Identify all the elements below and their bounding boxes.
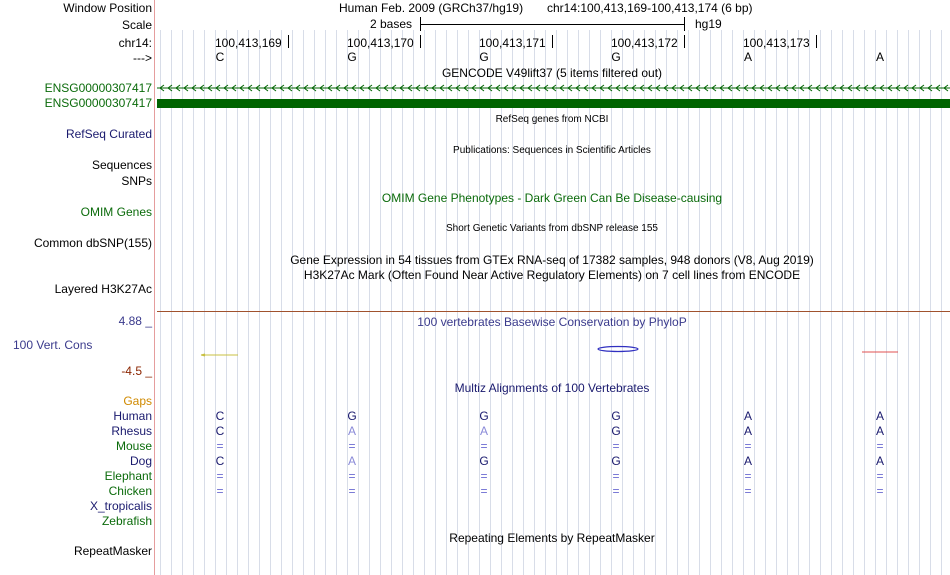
base-3: G [479, 50, 489, 64]
grid-line [908, 30, 909, 575]
label-gene-2[interactable]: ENSG00000307417 [44, 96, 152, 110]
alignment-base: A [875, 409, 885, 423]
scale-bar-right [684, 17, 685, 31]
grid-line [270, 30, 271, 575]
grid-line [941, 30, 942, 575]
grid-line [556, 30, 557, 575]
label-window-position: Window Position [63, 1, 152, 15]
species-label[interactable]: Human [113, 409, 152, 423]
alignment-base: A [347, 454, 357, 468]
grid-line [589, 30, 590, 575]
alignment-base: G [611, 424, 621, 438]
ruler-tick-3 [552, 35, 553, 48]
ruler-label-1: 100,413,169 [215, 36, 282, 50]
alignment-base: = [348, 484, 356, 498]
grid-line [809, 30, 810, 575]
publications-title: Publications: Sequences in Scientific Articles [453, 145, 651, 156]
alignment-base: = [612, 439, 620, 453]
ruler-label-4: 100,413,172 [611, 36, 678, 50]
ruler-label-3: 100,413,171 [479, 36, 546, 50]
alignment-base: = [876, 484, 884, 498]
alignment-base: = [480, 439, 488, 453]
grid-line [325, 30, 326, 575]
alignment-base: = [216, 439, 224, 453]
grid-line [424, 30, 425, 575]
alignment-base: = [876, 469, 884, 483]
species-label[interactable]: Zebrafish [101, 514, 152, 528]
base-6: A [875, 50, 885, 64]
alignment-base: A [743, 454, 753, 468]
gencode-title: GENCODE V49lift37 (5 items filtered out) [441, 66, 663, 80]
grid-line [248, 30, 249, 575]
grid-line [853, 30, 854, 575]
label-common-dbsnp[interactable]: Common dbSNP(155) [33, 236, 152, 250]
alignment-base: A [347, 424, 357, 438]
grid-line [369, 30, 370, 575]
grid-line [567, 30, 568, 575]
alignment-base: = [480, 484, 488, 498]
alignment-base: = [744, 469, 752, 483]
grid-line [380, 30, 381, 575]
alignment-base: = [876, 439, 884, 453]
alignment-base: G [611, 409, 621, 423]
grid-line [446, 30, 447, 575]
scale-text: 2 bases [370, 17, 413, 31]
grid-line [468, 30, 469, 575]
gene-intron-strand[interactable] [157, 83, 950, 93]
grid-line [259, 30, 260, 575]
grid-line [534, 30, 535, 575]
grid-line [655, 30, 656, 575]
grid-line [622, 30, 623, 575]
label-h3k27ac[interactable]: Layered H3K27Ac [54, 282, 152, 296]
alignment-base: C [215, 409, 225, 423]
ruler-tick-5 [816, 35, 817, 48]
grid-line [303, 30, 304, 575]
grid-line [226, 30, 227, 575]
h3k27ac-signal-line [157, 311, 950, 312]
label-gene-1[interactable]: ENSG00000307417 [44, 81, 152, 95]
grid-line [501, 30, 502, 575]
phylop-plot [156, 340, 950, 365]
alignment-base: A [479, 424, 489, 438]
grid-line [457, 30, 458, 575]
label-refseq[interactable]: RefSeq Curated [65, 127, 152, 141]
alignment-base: G [479, 409, 489, 423]
grid-line [732, 30, 733, 575]
label-sequences[interactable]: Sequences [91, 158, 152, 172]
label-scale: Scale [121, 18, 152, 32]
alignment-base: A [875, 454, 885, 468]
grid-line [699, 30, 700, 575]
grid-line [644, 30, 645, 575]
ruler-label-2: 100,413,170 [347, 36, 414, 50]
grid-line [413, 30, 414, 575]
ruler-tick-2 [420, 35, 421, 48]
base-grid [156, 30, 950, 575]
base-2: G [347, 50, 357, 64]
grid-line [831, 30, 832, 575]
grid-line [182, 30, 183, 575]
grid-line [666, 30, 667, 575]
species-label[interactable]: Chicken [108, 484, 152, 498]
grid-line [600, 30, 601, 575]
alignment-base: C [215, 424, 225, 438]
position-readout: chr14:100,413,169-100,413,174 (6 bp) [547, 1, 753, 15]
alignment-base: = [612, 469, 620, 483]
alignment-base: = [744, 439, 752, 453]
grid-line [633, 30, 634, 575]
grid-line [578, 30, 579, 575]
grid-line [897, 30, 898, 575]
ruler-tick-1 [288, 35, 289, 48]
h3k27ac-title: H3K27Ac Mark (Often Found Near Active Regulatory Elements) on 7 cell lines from ENCODE [303, 268, 801, 282]
alignment-base: = [480, 469, 488, 483]
label-cons-max: 4.88 _ [118, 314, 152, 328]
grid-line [842, 30, 843, 575]
alignment-base: C [215, 454, 225, 468]
alignment-base: A [875, 424, 885, 438]
grid-line [930, 30, 931, 575]
base-4: G [611, 50, 621, 64]
grid-line [523, 30, 524, 575]
grid-line [171, 30, 172, 575]
grid-line [490, 30, 491, 575]
grid-line [798, 30, 799, 575]
species-label[interactable]: Rhesus [111, 424, 152, 438]
ruler-tick-4 [684, 35, 685, 48]
base-5: A [743, 50, 753, 64]
assembly-title: Human Feb. 2009 (GRCh37/hg19) [339, 1, 524, 15]
grid-line [204, 30, 205, 575]
grid-line [160, 30, 161, 575]
grid-line [193, 30, 194, 575]
ruler-label-5: 100,413,173 [743, 36, 810, 50]
grid-line [754, 30, 755, 575]
alignment-base: = [744, 484, 752, 498]
dbsnp-title: Short Genetic Variants from dbSNP release 155 [446, 223, 658, 234]
label-separator [154, 0, 155, 575]
label-cons-min: -4.5 _ [121, 364, 152, 378]
grid-line [545, 30, 546, 575]
gtex-title: Gene Expression in 54 tissues from GTEx RNA-seq of 17382 samples, 948 donors (V8, Aug 2019) [290, 253, 814, 267]
grid-line [710, 30, 711, 575]
grid-line [721, 30, 722, 575]
grid-line [864, 30, 865, 575]
grid-line [886, 30, 887, 575]
grid-line [919, 30, 920, 575]
alignment-base: = [612, 484, 620, 498]
alignment-base: G [479, 454, 489, 468]
species-label[interactable]: Mouse [115, 439, 152, 453]
grid-line [281, 30, 282, 575]
multiz-title: Multiz Alignments of 100 Vertebrates [454, 381, 650, 395]
grid-line [391, 30, 392, 575]
label-repeatmasker[interactable]: RepeatMasker [73, 544, 152, 558]
label-cons-track[interactable]: 100 Vert. Cons [13, 338, 93, 352]
alignment-base: A [743, 409, 753, 423]
label-strand[interactable]: ---> [133, 51, 152, 65]
grid-line [765, 30, 766, 575]
label-chrom: chr14: [118, 36, 152, 50]
species-label[interactable]: X_tropicalis [89, 499, 152, 513]
grid-line [336, 30, 337, 575]
alignment-base: = [348, 469, 356, 483]
alignment-base: A [743, 424, 753, 438]
grid-line [402, 30, 403, 575]
grid-line [512, 30, 513, 575]
grid-line [237, 30, 238, 575]
label-snps[interactable]: SNPs [121, 174, 152, 188]
alignment-base: = [348, 439, 356, 453]
grid-line [677, 30, 678, 575]
phylop-title: 100 vertebrates Basewise Conservation by PhyloP [417, 315, 687, 329]
grid-line [787, 30, 788, 575]
label-gaps[interactable]: Gaps [123, 394, 152, 408]
grid-line [314, 30, 315, 575]
scale-bar [420, 24, 684, 25]
grid-line [688, 30, 689, 575]
alignment-base: = [216, 469, 224, 483]
grid-line [358, 30, 359, 575]
repeat-title: Repeating Elements by RepeatMasker [449, 531, 655, 545]
phylop-mark-4 [598, 347, 638, 352]
omim-title: OMIM Gene Phenotypes - Dark Green Can Be Disease-causing [381, 191, 723, 205]
alignment-base: G [347, 409, 357, 423]
species-label[interactable]: Dog [129, 454, 152, 468]
label-omim[interactable]: OMIM Genes [80, 205, 152, 219]
refseq-title: RefSeq genes from NCBI [495, 114, 609, 125]
db-name: hg19 [695, 17, 722, 31]
gene-exon-bar[interactable] [157, 99, 950, 108]
grid-line [820, 30, 821, 575]
grid-line [292, 30, 293, 575]
grid-line [435, 30, 436, 575]
alignment-base: G [611, 454, 621, 468]
species-label[interactable]: Elephant [104, 469, 152, 483]
alignment-base: = [216, 484, 224, 498]
base-1: C [215, 50, 225, 64]
grid-line [776, 30, 777, 575]
